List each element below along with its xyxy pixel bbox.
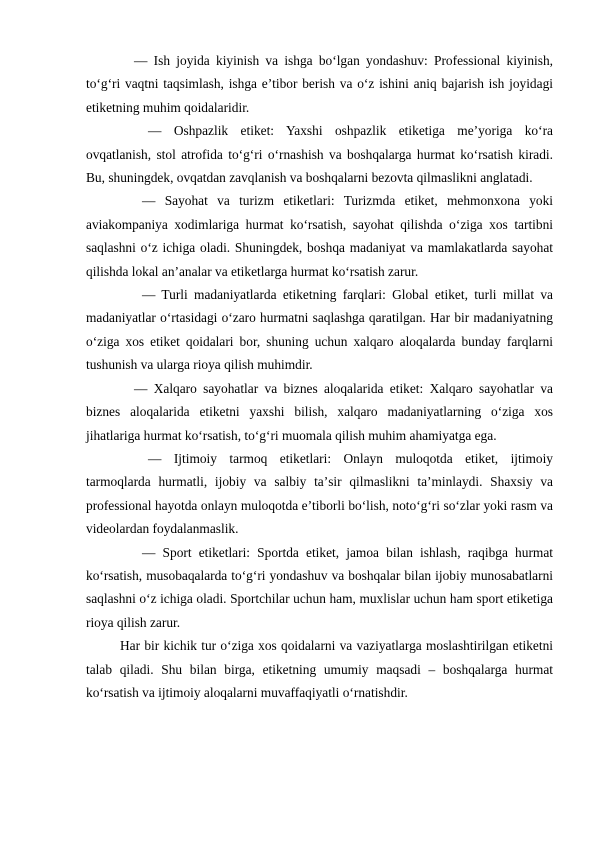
- paragraph-sport-etiquette: — Sport etiketlari: Sportda etiket, jamoa bilan ishlash, raqibga hurmat koʻrsatish, musobaqalarda toʻgʻri yondashuv va boshqalar bilan ijobiy munosabatlarni saqlashni oʻz ichiga oladi. Sportchilar uchun ham, muxlislar uchun ham sport etiketiga rioya qilish zarur.: [86, 544, 553, 630]
- paragraph-social-media-etiquette: — Ijtimoiy tarmoq etiketlari: Onlayn muloqotda etiket, ijtimoiy tarmoqlarda hurmatli, ijobiy va salbiy taʼsir qilmaslikni taʼminlaydi. Shaxsiy va professional hayotda onlayn muloqotda eʼtiborli boʻlish, notoʻgʻri soʻzlar yoki rasm va videolardan foydalanmaslik.: [86, 450, 553, 537]
- paragraph-workplace-etiquette: — Ish joyida kiyinish va ishga boʻlgan yondashuv: Professional kiyinish, toʻgʻri vaqtni taqsimlash, ishga eʼtibor berish va oʻz ishini aniq bajarish ish joyidagi etiketning muhim qoidalaridir.: [86, 53, 553, 115]
- paragraph-cultural-differences: — Turli madaniyatlarda etiketning farqlari: Global etiket, turli millat va madaniyatlar oʻrtasidagi oʻzaro hurmatni saqlashga qaratilgan. Har bir madaniyatning oʻziga xos etiket qoidalari bor, shuning uchun xalqaro aloqalarda bunday farqlarni tushunish va ularga rioya qilish muhimdir.: [86, 287, 553, 373]
- paragraph-international-business: — Xalqaro sayohatlar va biznes aloqalarida etiket: Xalqaro sayohatlar va biznes aloqalarida etiketni yaxshi bilish, xalqaro madaniyatlarning oʻziga xos jihatlariga hurmat koʻrsatish, toʻgʻri muomala qilish muhim ahamiyatga ega.: [86, 380, 553, 443]
- paragraph-travel-etiquette: — Sayohat va turizm etiketlari: Turizmda etiket, mehmonxona yoki aviakompaniya xodimlariga hurmat koʻrsatish, sayohat qilishda oʻziga xos tartibni saqlashni oʻz ichiga oladi. Shuningdek, boshqa madaniyat va mamlakatlarda sayohat qilishda lokal anʼanalar va etiketlarga hurmat koʻrsatish zarur.: [86, 193, 553, 279]
- paragraph-culinary-etiquette: — Oshpazlik etiket: Yaxshi oshpazlik etiketiga meʼyoriga koʻra ovqatlanish, stol atrofida toʻgʻri oʻrnashish va boshqalarga hurmat koʻrsatish kiradi. Bu, shuningdek, ovqatdan zavqlanish va boshqalarni bezovta qilmaslikni anglatadi.: [86, 123, 553, 186]
- paragraph-conclusion: Har bir kichik tur oʻziga xos qoidalarni va vaziyatlarga moslashtirilgan etiketni talab qiladi. Shu bilan birga, etiketning umumiy maqsadi – boshqalarga hurmat koʻrsatish va ijtimoiy aloqalarni muvaffaqiyatli oʻrnatishdir.: [86, 638, 553, 700]
- document-body: [86, 49, 553, 704]
